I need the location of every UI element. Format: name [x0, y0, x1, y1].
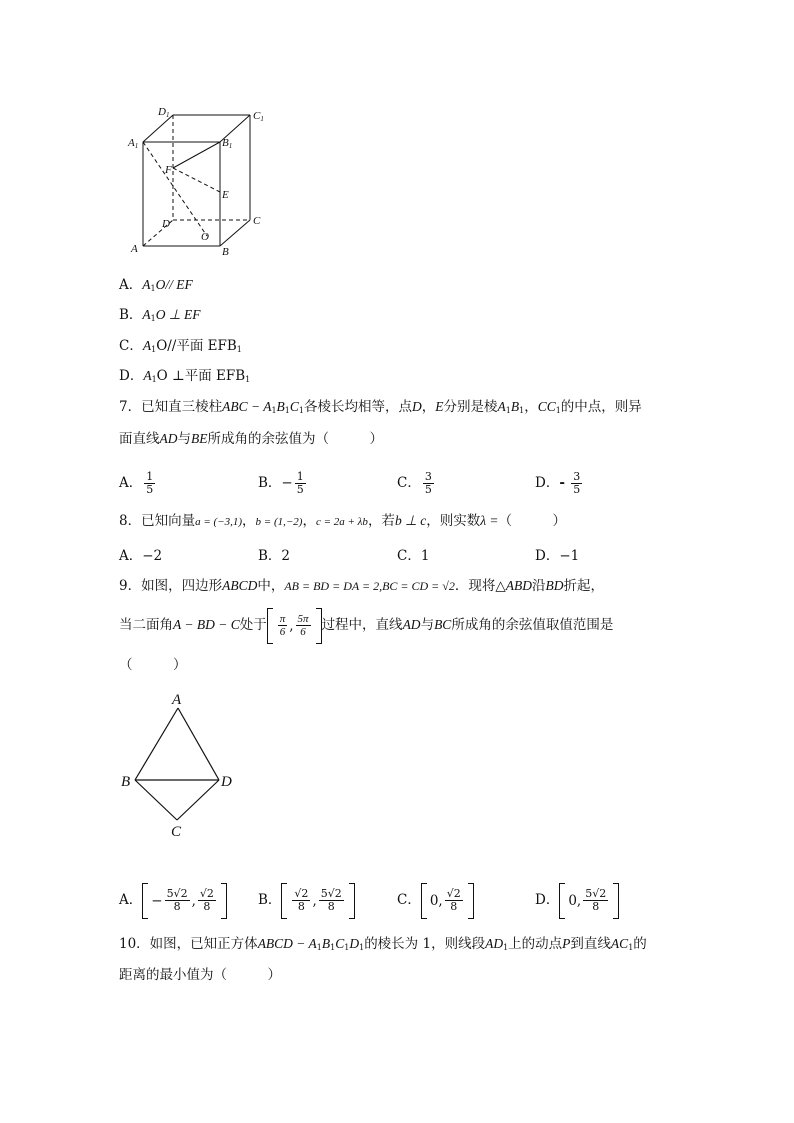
q9-option-d[interactable]: D． 0, $\frac{5√2}{8}$ [535, 880, 619, 920]
label-A1: A1 [128, 137, 139, 150]
label-B: B [121, 774, 131, 790]
q9-answer-blank: （ ） [119, 657, 187, 673]
label-D: D [162, 218, 170, 230]
q7-option-c[interactable]: C． $\frac{3}{5}$ [397, 470, 432, 496]
q9-option-b[interactable]: B． $\frac{√2}{8}$ , $\frac{5√2}{8}$ [258, 880, 355, 920]
q6-option-d[interactable]: D．$A_1O$ ⊥平面 $EFB_1$ [119, 368, 251, 384]
q6-option-a[interactable]: A．$A_1O//$ EF [119, 277, 193, 293]
q9-option-c[interactable]: C． 0, $\frac{√2}{8}$ [397, 880, 474, 920]
label-D1: D1 [158, 106, 170, 119]
q7-option-a[interactable]: A． $\frac{1}{5}$ [119, 470, 154, 496]
quadrilateral-figure [115, 690, 245, 840]
label-O: O [201, 231, 209, 243]
prism-figure [125, 100, 275, 260]
label-C: C [171, 824, 182, 840]
q7-stem-line2: 面直线AD与BE所成角的余弦值为（ ） [119, 431, 383, 447]
q8-option-c[interactable]: C．1 [397, 548, 430, 564]
q8-option-b[interactable]: B．2 [258, 548, 291, 564]
q6-option-c[interactable]: C．$A_1O//$平面 $EFB_1$ [119, 338, 242, 354]
q9-stem-line1: 9．如图，四边形ABCD中，AB = BD = DA = 2,BC = CD = √2．现将△ABD沿BD折起， [119, 578, 604, 594]
q8-option-a[interactable]: A．−2 [119, 548, 163, 564]
label-A: A [131, 243, 138, 255]
label-C1: C1 [253, 110, 264, 123]
q10-stem-line1: 10．如图，已知正方体ABCD − $A_1B_1C_1D_1$的棱长为 1，则线段$AD_1$上的动点P到直线$AC_1$的 [119, 936, 647, 952]
q9-option-a[interactable]: A． − $\frac{5√2}{8}$ , $\frac{√2}{8}$ [119, 880, 227, 920]
label-B1: B1 [222, 137, 233, 150]
label-A: A [172, 692, 182, 708]
q8-option-d[interactable]: D．−1 [535, 548, 580, 564]
q8-stem: 8．已知向量a = (−3,1)，b = (1,−2)，c = 2a + λb，若b ⊥ c，则实数λ =（ ） [119, 513, 567, 529]
label-C: C [253, 215, 261, 227]
q7-option-b[interactable]: B．− $\frac{1}{5}$ [258, 470, 304, 496]
q10-stem-line2: 距离的最小值为（ ） [119, 967, 281, 983]
q7-option-d[interactable]: D．- $\frac{3}{5}$ [535, 470, 581, 496]
q9-stem-line2: 当二面角A − BD − C处于 $\frac{\pi}{6}$ , $\frac{5\pi}{6}$ 过程中，直线AD与BC所成角的余弦值取值范围是 [119, 606, 613, 644]
label-E: E [222, 189, 229, 201]
q7-stem-line1: 7．已知直三棱柱ABC − $A_1B_1C_1$各棱长均相等，点D，E分别是棱$A_1B_1$，$CC_1$的中点，则异 [119, 399, 642, 415]
q6-option-b[interactable]: B．$A_1O$ ⊥ EF [119, 307, 201, 323]
label-F: F [165, 164, 172, 176]
label-B: B [222, 246, 229, 258]
label-D: D [221, 774, 232, 790]
